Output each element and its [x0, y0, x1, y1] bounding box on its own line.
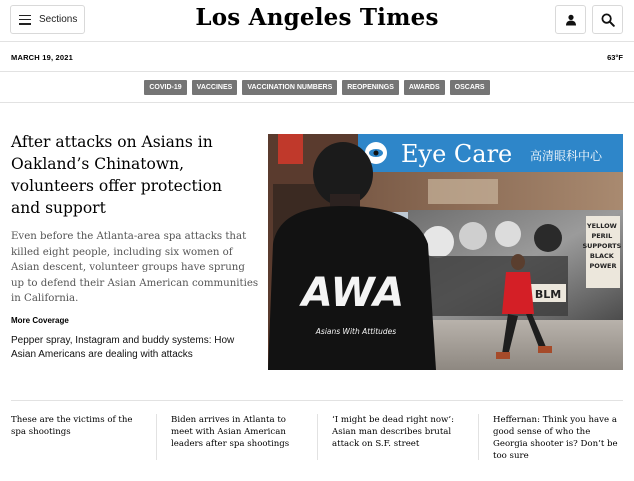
jacket-subtext: Asians With Attitudes	[315, 327, 397, 336]
user-button[interactable]	[555, 5, 586, 34]
divider	[0, 102, 634, 103]
lead-headline[interactable]: After attacks on Asians in Oakland’s Chinatown, volunteers offer protection and support	[11, 133, 222, 217]
search-button[interactable]	[592, 5, 623, 34]
divider	[156, 414, 157, 460]
topic-tags	[0, 80, 634, 95]
mural-blm-text: BLM	[534, 288, 562, 301]
tag-vaccines[interactable]: VACCINES	[192, 80, 238, 95]
tag-covid-19[interactable]: COVID-19	[144, 80, 186, 95]
date-bar	[0, 42, 634, 72]
tag-awards[interactable]: AWARDS	[404, 80, 445, 95]
sections-label: Sections	[39, 14, 78, 25]
masthead-logo[interactable]: Los Angeles Times	[195, 4, 439, 31]
lead-photo[interactable]	[268, 134, 623, 370]
user-icon	[565, 14, 577, 26]
divider	[11, 400, 623, 401]
related-story-3[interactable]: ‘I might be dead right now’: Asian man describes brutal attack on S.F. street	[332, 415, 455, 449]
weather-temperature[interactable]: 63°F	[607, 53, 623, 62]
search-icon	[601, 13, 615, 27]
tag-oscars[interactable]: OSCARS	[450, 80, 490, 95]
jacket-logo-text: AWA	[301, 270, 405, 316]
related-story-1[interactable]: These are the victims of the spa shootings	[11, 415, 133, 437]
tag-vaccination-numbers[interactable]: VACCINATION NUMBERS	[242, 80, 337, 95]
current-date: MARCH 19, 2021	[11, 53, 73, 62]
divider	[317, 414, 318, 460]
more-coverage-link[interactable]: Pepper spray, Instagram and buddy systems: How Asian Americans are dealing with attacks	[11, 335, 235, 360]
related-story-4[interactable]: Heffernan: Think you have a good sense of who the Georgia shooter is? Don’t be too sure	[493, 415, 618, 461]
site-header	[0, 0, 634, 42]
lead-summary: Even before the Atlanta-area spa attacks that killed eight people, including six women of Asian descent, volunteer groups have sprung up to defend their Asian American communities in California.	[11, 231, 259, 305]
street-scene-image	[268, 134, 623, 370]
related-story-2[interactable]: Biden arrives in Atlanta to meet with Asian American leaders after spa shootings	[171, 415, 290, 449]
mural-sign-text: YELLOW PERIL SUPPORTS BLACK POWER	[582, 222, 622, 270]
more-coverage-label: More Coverage	[11, 316, 69, 325]
eye-care-sign-text: Eye Care	[401, 140, 513, 168]
chinese-sign-text: 高清眼科中心	[530, 149, 603, 163]
divider	[478, 414, 479, 460]
tag-reopenings[interactable]: REOPENINGS	[342, 80, 399, 95]
